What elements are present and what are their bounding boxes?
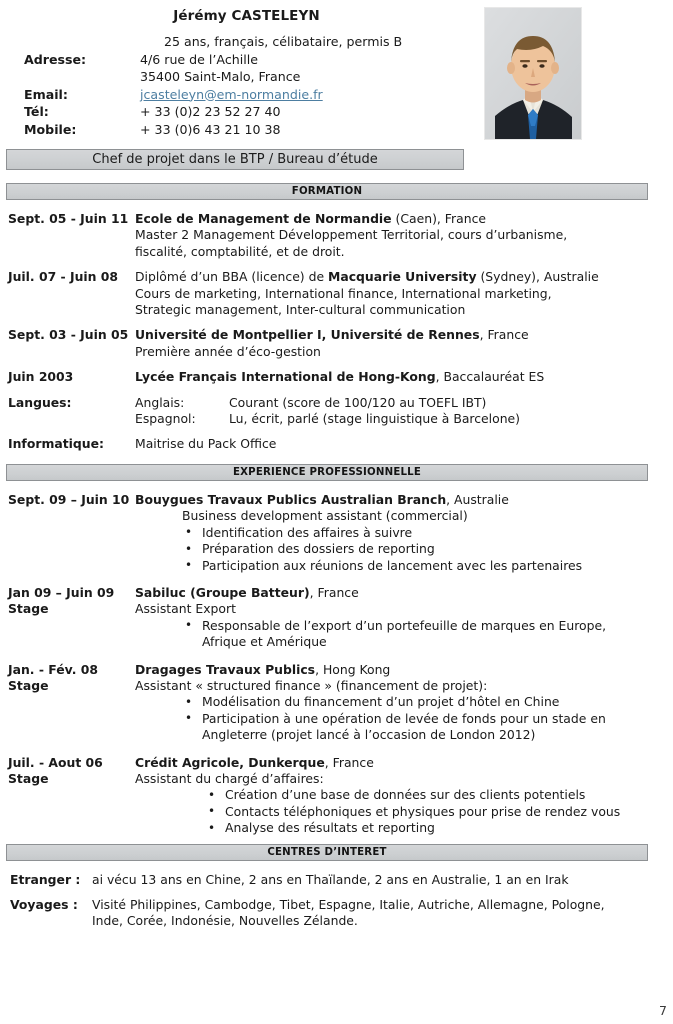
formation-entry-date: Juin 2003 (8, 369, 74, 385)
contact-row-email (0, 86, 673, 104)
experience-entry-bullets (135, 694, 647, 743)
experience-entry-period: Juil. - Aout 06 (8, 754, 103, 770)
formation-list (0, 211, 673, 386)
formation-entry-detail: fiscalité, comptabilité, et de droit. (135, 243, 345, 259)
interest-entry-line: ai vécu 13 ans en Chine, 2 ans en Thaïlande, 2 ans en Australie, 1 an en Irak (92, 871, 569, 887)
formation-entry-org-prefix: Diplômé d’un BBA (licence) de (135, 269, 329, 285)
interest-entry (0, 872, 673, 888)
formation-entry-detail: Strategic management, Inter-cultural communication (135, 302, 466, 318)
cv-header (0, 0, 673, 170)
contact-label-email: Email: (24, 86, 68, 102)
formation-entry-org (135, 369, 647, 385)
experience-entry-org-location: , France (324, 754, 374, 770)
contact-block (0, 33, 673, 138)
experience-entry-body (135, 755, 673, 837)
formation-entry-body (135, 369, 673, 385)
formation-entry-org-name: Macquarie University (328, 269, 477, 285)
experience-entry-date (0, 755, 135, 837)
interest-entry-line: Visité Philippines, Cambodge, Tibet, Espagne, Italie, Autriche, Allemagne, Pologne, (92, 897, 605, 912)
experience-entry-type: Stage (8, 770, 49, 786)
contact-value-adresse: 4/6 rue de l’Achille (140, 51, 258, 67)
formation-entry (0, 327, 673, 360)
page-number: 7 (659, 1003, 667, 1018)
experience-bullet-item: • Participation aux réunions de lancement avec les partenaires (185, 558, 647, 574)
experience-entry-body (135, 585, 673, 651)
experience-entry-body (135, 492, 673, 574)
experience-entry (0, 662, 673, 744)
section-header-interests: CENTRES D’INTERET (6, 844, 648, 861)
experience-entry-org-name: Sabiluc (Groupe Batteur) (135, 584, 310, 600)
informatique-row (0, 436, 673, 452)
langue-item-espagnol (135, 411, 673, 427)
formation-entry-org-location: (Caen), France (391, 211, 486, 226)
interest-entry-value (92, 897, 673, 930)
page-title: Jérémy CASTELEYN (173, 8, 320, 24)
formation-entry-org (135, 327, 647, 343)
formation-entry-date: Sept. 03 - Juin 05 (8, 327, 129, 343)
contact-row-adresse-line2 (0, 68, 673, 86)
experience-entry-org-location: , France (309, 584, 359, 600)
interest-entry-label: Etranger : (10, 871, 81, 887)
experience-entry-org-location: , Hong Kong (315, 661, 391, 677)
experience-bullet-item: • Création d’une base de données sur des clients potentiels (208, 787, 647, 803)
experience-entry-body (135, 662, 673, 744)
formation-entry (0, 211, 673, 260)
langues-row (0, 395, 673, 428)
email-link[interactable]: jcasteleyn@em-normandie.fr (140, 86, 323, 102)
interest-entry (0, 897, 673, 930)
contact-value-tel: + 33 (0)2 23 52 27 40 (140, 104, 281, 119)
langues-label: Langues: (8, 394, 72, 410)
experience-entry-org (135, 662, 647, 678)
experience-bullet-item: • Contacts téléphoniques et physiques pour prise de rendez vous (208, 804, 647, 820)
spacer (0, 574, 673, 585)
experience-entry-role: Assistant Export (135, 601, 236, 617)
experience-entry-period: Jan 09 – Juin 09 (8, 584, 115, 600)
experience-entry-bullets (135, 525, 647, 574)
experience-entry (0, 585, 673, 651)
formation-entry-org-location: , Baccalauréat ES (435, 369, 545, 385)
experience-entry-org (135, 492, 647, 508)
formation-entry-date: Sept. 05 - Juin 11 (8, 211, 129, 226)
experience-entry-role: Assistant du chargé d’affaires: (135, 770, 324, 786)
langue-value-espagnol: Lu, écrit, parlé (stage linguistique à Barcelone) (229, 411, 520, 427)
job-title-bar: Chef de projet dans le BTP / Bureau d’étude (6, 149, 464, 170)
contact-value-city: 35400 Saint-Malo, France (140, 69, 301, 84)
formation-entry (0, 269, 673, 318)
langue-name-espagnol: Espagnol: (135, 411, 196, 427)
experience-entry (0, 492, 673, 574)
experience-entry-org (135, 585, 647, 601)
formation-entry-org-location: , France (479, 327, 529, 343)
experience-entry-role: Business development assistant (commercial) (182, 508, 468, 524)
formation-entry-org-location: (Sydney), Australie (476, 269, 599, 285)
formation-entry (0, 369, 673, 385)
formation-entry-org (135, 211, 647, 227)
langue-item-anglais (135, 395, 673, 411)
formation-entry-body (135, 269, 673, 318)
experience-entry-org-name: Bouygues Travaux Publics Australian Branch (135, 491, 447, 507)
contact-label-adresse: Adresse: (24, 51, 87, 67)
experience-bullet-item: • Modélisation du financement d’un projet d’hôtel en Chine (185, 694, 647, 710)
informatique-label: Informatique: (8, 436, 104, 452)
spacer (0, 651, 673, 662)
experience-bullet-item: • Identification des affaires à suivre (185, 525, 647, 541)
formation-entry-org-name: Ecole de Management de Normandie (135, 211, 392, 226)
personal-tagline: 25 ans, français, célibataire, permis B (164, 34, 403, 49)
experience-entry-period: Jan. - Fév. 08 (8, 661, 98, 677)
experience-entry-bullets (135, 787, 647, 836)
contact-row-mobile (0, 121, 673, 139)
formation-entry-detail: Master 2 Management Développement Territorial, cours d’urbanisme, (135, 227, 568, 243)
experience-entry-type: Stage (8, 601, 49, 617)
informatique-value: Maitrise du Pack Office (135, 436, 277, 452)
contact-label-mobile: Mobile: (24, 121, 77, 137)
experience-bullet-item: • Analyse des résultats et reporting (208, 820, 647, 836)
interest-entry-value (92, 872, 673, 888)
formation-entry-date: Juil. 07 - Juin 08 (8, 269, 119, 285)
experience-entry-org-name: Crédit Agricole, Dunkerque (135, 754, 325, 770)
langues-values (135, 395, 673, 428)
formation-entry-body (135, 211, 673, 260)
interest-entry-label: Voyages : (10, 897, 78, 912)
experience-bullet-item: • Responsable de l’export d’un portefeuille de marques en Europe, Afrique et Amérique (185, 618, 647, 651)
formation-entry-org-name: Université de Montpellier I, Université de Rennes (135, 327, 480, 343)
experience-entry-org-name: Dragages Travaux Publics (135, 661, 316, 677)
experience-list (0, 492, 673, 837)
experience-entry-org (135, 755, 647, 771)
formation-entry-detail: Première année d’éco-gestion (135, 343, 321, 359)
interest-entry-line: Inde, Corée, Indonésie, Nouvelles Zélande. (92, 913, 358, 929)
experience-entry-org-location: , Australie (446, 491, 509, 507)
experience-bullet-item: • Participation à une opération de levée de fonds pour un stade en Angleterre (projet lancé à l’occasion de London 2012) (185, 711, 647, 744)
contact-label-tel: Tél: (24, 104, 49, 119)
langue-value-anglais: Courant (score de 100/120 au TOEFL IBT) (229, 394, 487, 410)
contact-row-adresse (0, 51, 673, 69)
spacer (0, 260, 673, 269)
experience-entry (0, 755, 673, 837)
contact-value-mobile: + 33 (0)6 43 21 10 38 (140, 121, 281, 137)
spacer (0, 888, 673, 897)
experience-entry-date (0, 492, 135, 574)
section-header-formation: FORMATION (6, 183, 648, 200)
experience-entry-type: Stage (8, 677, 49, 693)
spacer (0, 360, 673, 369)
experience-entry-date (0, 662, 135, 744)
spacer (0, 318, 673, 327)
experience-entry-bullets (135, 618, 647, 651)
experience-entry-role: Assistant « structured finance » (financement de projet): (135, 677, 488, 693)
formation-entry-detail: Cours de marketing, International finance, International marketing, (135, 285, 552, 301)
formation-entry-org-name: Lycée Français International de Hong-Kong (135, 369, 436, 385)
formation-entry-body (135, 327, 673, 360)
contact-row-tel (0, 103, 673, 121)
interests-list (0, 872, 673, 930)
experience-bullet-item: • Préparation des dossiers de reporting (185, 541, 647, 557)
section-header-experience: EXPERIENCE PROFESSIONNELLE (6, 464, 648, 481)
experience-entry-period: Sept. 09 – Juin 10 (8, 491, 130, 507)
langue-name-anglais: Anglais: (135, 394, 185, 410)
spacer (0, 744, 673, 755)
formation-entry-org (135, 269, 647, 285)
experience-entry-date (0, 585, 135, 651)
